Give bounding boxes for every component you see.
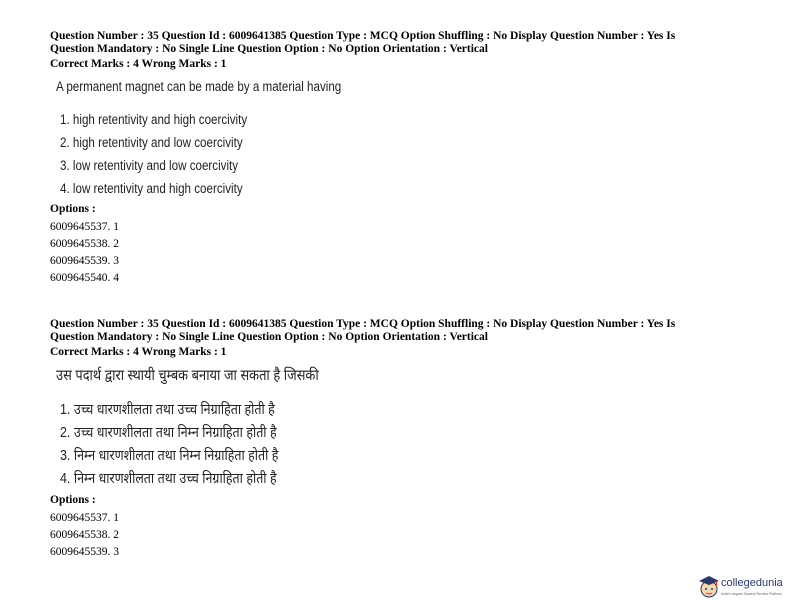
option-id: 6009645537. 1 — [50, 221, 119, 233]
collegedunia-watermark — [697, 574, 789, 604]
answer-choice: 1. उच्च धारणशीलता तथा उच्च निग्राहिता होती है — [60, 402, 275, 418]
option-id-list — [50, 219, 750, 287]
answer-choice: 4. low retentivity and high coercivity — [60, 181, 243, 196]
graduate-cap-icon — [697, 574, 721, 600]
question-meta-line1: Question Number : 35 Question Id : 6009641385 Question Type : MCQ Option Shuffling : No Display Question Number : Yes Is — [50, 30, 676, 42]
answer-choices — [50, 108, 750, 200]
option-id: 6009645539. 3 — [50, 546, 119, 558]
option-id: 6009645538. 2 — [50, 238, 119, 250]
answer-choice: 2. उच्च धारणशीलता तथा निम्न निग्राहिता होती है — [60, 425, 277, 441]
question-block-english — [50, 30, 750, 287]
question-marks: Correct Marks : 4 Wrong Marks : 1 — [50, 346, 227, 358]
option-id-list — [50, 510, 750, 561]
watermark-name: collegedunia — [721, 577, 783, 589]
options-label: Options : — [50, 203, 96, 215]
answer-choice: 2. high retentivity and low coercivity — [60, 135, 243, 150]
option-id: 6009645539. 3 — [50, 255, 119, 267]
question-meta — [50, 30, 750, 56]
question-meta-line2: Question Mandatory : No Single Line Question Option : No Option Orientation : Vertical — [50, 331, 488, 343]
question-text: A permanent magnet can be made by a material having — [56, 79, 342, 94]
answer-choices — [50, 399, 750, 491]
answer-choice: 3. low retentivity and low coercivity — [60, 158, 239, 173]
answer-choice: 4. निम्न धारणशीलता तथा उच्च निग्राहिता होती है — [60, 471, 277, 487]
answer-choice: 3. निम्न धारणशीलता तथा निम्न निग्राहिता होती है — [60, 448, 279, 464]
question-meta-line2: Question Mandatory : No Single Line Question Option : No Option Orientation : Vertical — [50, 43, 488, 55]
question-block-hindi — [50, 318, 750, 561]
answer-choice: 1. high retentivity and high coercivity — [60, 112, 248, 127]
options-label: Options : — [50, 494, 96, 506]
question-text: उस पदार्थ द्वारा स्थायी चुम्बक बनाया जा सकता है जिसकी — [56, 367, 319, 384]
question-marks: Correct Marks : 4 Wrong Marks : 1 — [50, 58, 227, 70]
question-meta-line1: Question Number : 35 Question Id : 6009641385 Question Type : MCQ Option Shuffling : No Display Question Number : Yes Is — [50, 318, 676, 330]
option-id: 6009645540. 4 — [50, 272, 119, 284]
watermark-tagline: India's largest Student Review Platform — [721, 592, 782, 596]
option-id: 6009645537. 1 — [50, 512, 119, 524]
option-id: 6009645538. 2 — [50, 529, 119, 541]
question-meta — [50, 318, 750, 344]
